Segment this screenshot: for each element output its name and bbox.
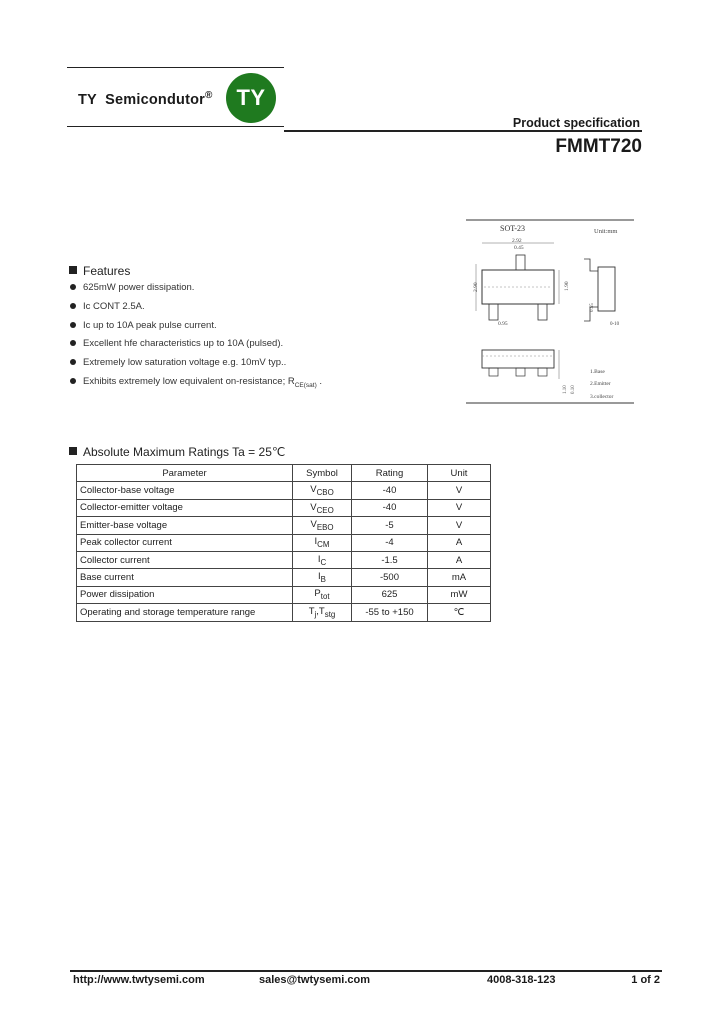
symbol-sub-2: stg: [324, 609, 336, 619]
pin-label-3: 3.collector: [590, 394, 614, 400]
feature-text: Extremely low saturation voltage e.g. 10mV typ..: [83, 357, 287, 369]
registered-mark: ®: [205, 90, 213, 101]
header-symbol: Symbol: [293, 465, 352, 482]
cell-unit: V: [428, 482, 491, 499]
cell-rating: -4: [352, 534, 428, 551]
symbol-main: I: [318, 571, 321, 583]
feature-tail: .: [316, 375, 323, 387]
list-item: [70, 302, 322, 321]
symbol-sub: tot: [320, 592, 330, 602]
cell-rating: -40: [352, 499, 428, 516]
feature-text: Excellent hfe characteristics up to 10A (pulsed).: [83, 338, 284, 350]
dim-bottom-lead: 0.95: [498, 321, 508, 327]
symbol-sub: EBO: [316, 522, 334, 532]
table-row: [77, 551, 491, 568]
sot23-outline-svg: [466, 219, 634, 404]
cell-rating: -40: [352, 482, 428, 499]
square-bullet-icon: [69, 447, 77, 455]
bullet-icon: [70, 359, 76, 365]
dim-front-a: 1.10: [563, 385, 568, 394]
list-item: [70, 358, 322, 377]
footer-rule: [70, 970, 662, 972]
table-row: [77, 604, 491, 621]
table-row: [77, 569, 491, 586]
ratings-title-text: Absolute Maximum Ratings Ta = 25℃: [83, 445, 286, 459]
bullet-icon: [70, 378, 76, 384]
cell-unit: mA: [428, 569, 491, 586]
feature-text: Ic CONT 2.5A.: [83, 300, 145, 312]
table-header-row: [77, 465, 491, 482]
list-item: [70, 377, 322, 396]
dim-side-angle: 0-10: [610, 322, 620, 327]
package-unit-note: Unit:mm: [594, 228, 618, 235]
cell-rating: -55 to +150: [352, 604, 428, 621]
feature-text: 625mW power dissipation.: [83, 282, 195, 293]
cell-parameter: Peak collector current: [77, 534, 293, 551]
symbol-main: P: [314, 588, 321, 600]
cell-symbol: [293, 482, 352, 499]
features-title: [69, 264, 130, 278]
header-bottom-rule: [67, 126, 284, 127]
table-row: [77, 482, 491, 499]
list-item: [70, 321, 322, 340]
cell-symbol: [293, 604, 352, 621]
symbol-main: V: [310, 501, 317, 513]
cell-symbol: [293, 586, 352, 603]
package-name: SOT-23: [500, 224, 526, 233]
bullet-icon: [70, 284, 76, 290]
ratings-title: [69, 445, 285, 459]
feature-text: Ic up to 10A peak pulse current.: [83, 319, 217, 331]
table-row: [77, 586, 491, 603]
symbol-rest: ,T: [316, 605, 325, 617]
feature-text: Exhibits extremely low equivalent on-resistance; R: [83, 375, 295, 387]
symbol-sub: j: [314, 609, 317, 619]
cell-unit: A: [428, 534, 491, 551]
cell-parameter: Collector current: [77, 551, 293, 568]
table-row: [77, 517, 491, 534]
package-drawing: [466, 219, 634, 404]
square-bullet-icon: [69, 266, 77, 274]
symbol-main: V: [310, 484, 317, 496]
table-row: [77, 499, 491, 516]
symbol-main: I: [317, 553, 321, 565]
cell-unit: A: [428, 551, 491, 568]
cell-rating: -1.5: [352, 551, 428, 568]
symbol-main: T: [308, 605, 315, 617]
symbol-sub: CBO: [316, 488, 334, 498]
footer-email[interactable]: sales@twtysemi.com: [259, 974, 370, 986]
cell-rating: -500: [352, 569, 428, 586]
product-spec-label: Product specification: [512, 116, 640, 130]
cell-parameter: Collector-emitter voltage: [77, 499, 293, 516]
feature-subscript: CE(sat): [294, 381, 317, 389]
header-rating: Rating: [352, 465, 428, 482]
symbol-sub: CEO: [316, 505, 334, 515]
company-logo: [226, 73, 276, 123]
cell-unit: V: [428, 499, 491, 516]
cell-parameter: Power dissipation: [77, 586, 293, 603]
table-row: [77, 534, 491, 551]
logo-text: TY: [236, 85, 266, 110]
symbol-main: V: [310, 518, 317, 530]
header-top-rule: [67, 67, 284, 68]
cell-symbol: [293, 551, 352, 568]
cell-unit: ℃: [428, 604, 491, 621]
dim-right-height: 1.90: [564, 281, 570, 291]
list-item: [70, 283, 322, 302]
dim-top-width: 2.92: [512, 238, 522, 244]
cell-parameter: Collector-base voltage: [77, 482, 293, 499]
cell-rating: -5: [352, 517, 428, 534]
footer-page-number: 1 of 2: [631, 974, 660, 986]
dim-top-pin: 0.45: [514, 245, 524, 251]
cell-symbol: [293, 569, 352, 586]
dim-front-b: 0.10: [571, 385, 576, 394]
cell-symbol: [293, 534, 352, 551]
part-number: FMMT720: [555, 136, 642, 157]
bullet-icon: [70, 340, 76, 346]
footer-website[interactable]: http://www.twtysemi.com: [73, 974, 205, 986]
features-list: [70, 283, 322, 396]
symbol-sub: C: [320, 557, 327, 567]
bullet-icon: [70, 322, 76, 328]
cell-parameter: Base current: [77, 569, 293, 586]
dim-left-height: 2.90: [473, 282, 479, 292]
cell-symbol: [293, 517, 352, 534]
cell-parameter: Emitter-base voltage: [77, 517, 293, 534]
brand-name: [78, 90, 213, 108]
bullet-icon: [70, 303, 76, 309]
pin-label-1: 1.Base: [590, 369, 605, 375]
pin-label-2: 2.Emitter: [590, 381, 611, 387]
cell-unit: V: [428, 517, 491, 534]
ratings-table: [76, 464, 491, 622]
header-parameter: Parameter: [77, 465, 293, 482]
cell-parameter: Operating and storage temperature range: [77, 604, 293, 621]
spec-rule: [284, 130, 642, 132]
cell-symbol: [293, 499, 352, 516]
symbol-sub: B: [320, 574, 326, 584]
features-title-text: Features: [83, 264, 131, 278]
brand-text: TY Semicondutor: [78, 91, 206, 108]
symbol-sub: CM: [317, 540, 330, 550]
footer-phone: 4008-318-123: [487, 974, 556, 986]
cell-rating: 625: [352, 586, 428, 603]
list-item: [70, 339, 322, 358]
cell-unit: mW: [428, 586, 491, 603]
header-unit: Unit: [428, 465, 491, 482]
symbol-main: I: [314, 536, 318, 548]
dim-side-lead: 0.55: [590, 303, 595, 312]
